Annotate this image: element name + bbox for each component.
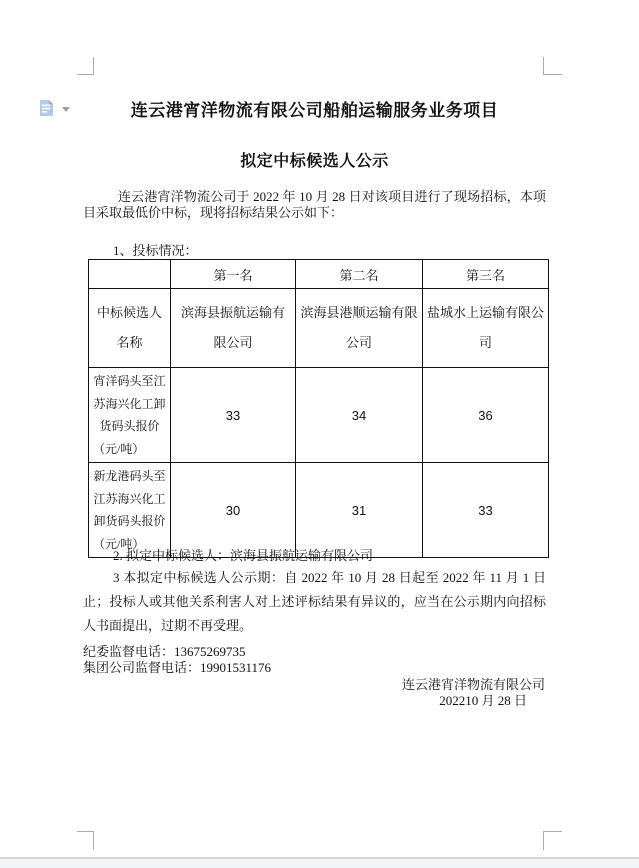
bid-situation-label: 1、投标情况： — [113, 243, 198, 258]
candidate-3-name: 盐城水上运输有限公司 — [423, 289, 549, 368]
bid-results-table — [88, 259, 549, 558]
xiaoyang-price-2: 34 — [296, 368, 423, 463]
signature-date: 202210 月 28 日 — [439, 693, 527, 708]
chevron-down-icon — [62, 107, 70, 112]
xinlonggang-price-3: 33 — [423, 463, 549, 558]
candidate-2-name: 滨海县港顺运输有限公司 — [296, 289, 423, 368]
margin-crop-mark-top-left — [77, 57, 94, 75]
price-row-xinlonggang — [89, 463, 549, 558]
margin-crop-mark-top-right — [543, 57, 562, 75]
xiaoyang-price-1: 33 — [171, 368, 296, 463]
candidate-name-row — [89, 289, 549, 368]
row-label-candidate-name: 中标候选人名称 — [89, 289, 171, 368]
intro-paragraph: 连云港宵洋物流公司于 2022 年 10 月 28 日对该项目进行了现场招标，本项目采取最低价中标，现将招标结果公示如下： — [83, 189, 546, 220]
table-header-row — [89, 260, 549, 289]
signature-block — [83, 677, 545, 708]
xinlonggang-price-1: 30 — [171, 463, 296, 558]
row-label-xiaoyang-route: 宵洋码头至江苏海兴化工卸货码头报价（元/吨） — [89, 368, 171, 463]
publicity-period-paragraph: 3 本拟定中标候选人公示期：自 2022 年 10 月 28 日起至 2022 年 11 月 1 日止；投标人或其他关系利害人对上述评标结果有异议的，应当在公示期内向招标人书面提出，过期不再受理。 — [83, 570, 546, 633]
header-cell-empty — [89, 260, 171, 289]
document-title: 连云港宵洋物流有限公司船舶运输服务业务项目 — [130, 101, 499, 120]
margin-crop-mark-bottom-left — [77, 831, 94, 850]
header-cell-rank-3: 第三名 — [423, 260, 549, 289]
price-row-xiaoyang — [89, 368, 549, 463]
xinlonggang-price-2: 31 — [296, 463, 423, 558]
document-subtitle: 拟定中标候选人公示 — [240, 153, 389, 170]
paste-document-icon — [36, 98, 57, 118]
margin-crop-mark-bottom-right — [543, 831, 562, 850]
below-page-background — [0, 859, 639, 868]
header-cell-rank-2: 第二名 — [296, 260, 423, 289]
discipline-phone-line: 纪委监督电话：13675269735 — [83, 644, 246, 659]
group-phone-line: 集团公司监督电话：19901531176 — [83, 660, 272, 675]
paste-options-button[interactable] — [36, 96, 76, 120]
xiaoyang-price-3: 36 — [423, 368, 549, 463]
candidate-1-name: 滨海县振航运输有限公司 — [171, 289, 296, 368]
supervision-phones — [83, 644, 483, 676]
proposed-winner-line: 2. 拟定中标候选人：滨海县振航运输有限公司 — [113, 548, 374, 563]
header-cell-rank-1: 第一名 — [171, 260, 296, 289]
signature-company: 连云港宵洋物流有限公司 — [401, 677, 545, 692]
row-label-xinlonggang-route: 新龙港码头至江苏海兴化工卸货码头报价（元/吨） — [89, 463, 171, 558]
